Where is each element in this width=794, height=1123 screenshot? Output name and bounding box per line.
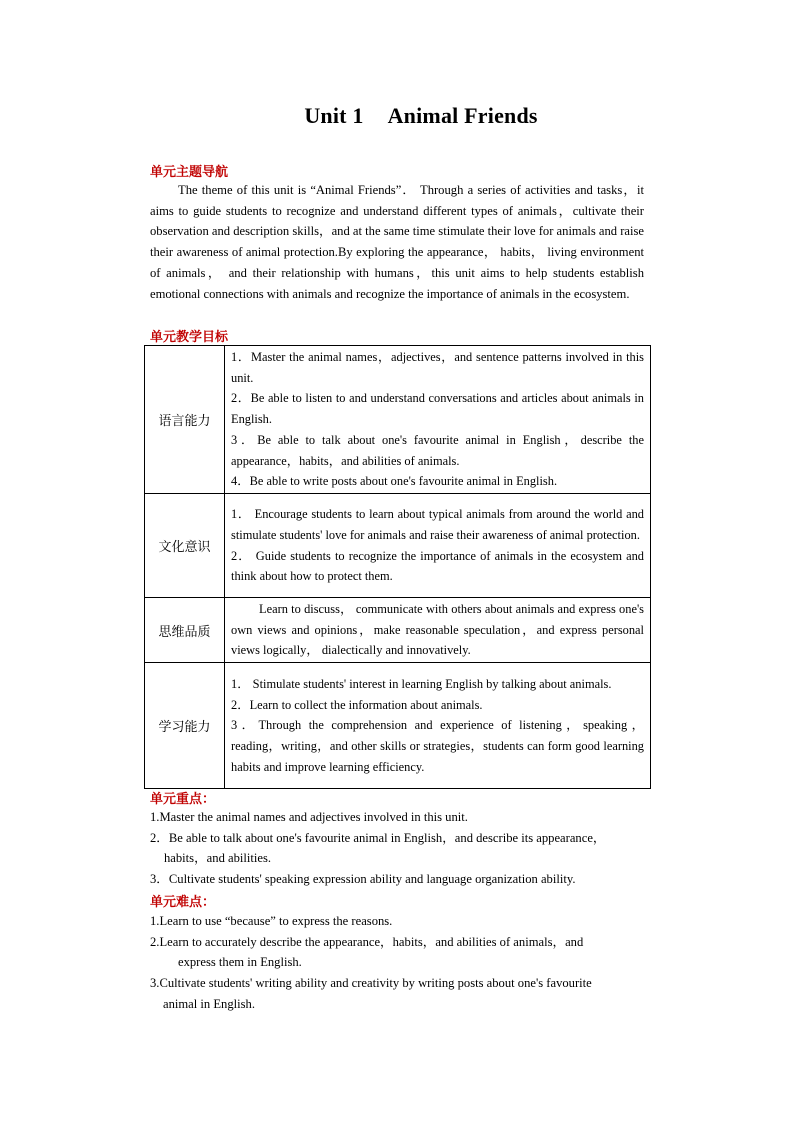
list-item-continuation: animal in English.	[163, 996, 255, 1011]
teaching-goals-heading: 单元教学目标	[150, 330, 229, 345]
list-item: 3.Cultivate students' writing ability and creativity by writing posts about one's favourite	[150, 976, 592, 991]
description-cell	[225, 346, 651, 494]
goal-item: 3．Through the comprehension and experience of listening，speaking，reading，writing，and other skills or strategies，students can form good learning habits and improve learning efficiency.	[231, 718, 644, 774]
goal-item: 1． Stimulate students' interest in learning English by talking about animals.	[231, 676, 612, 691]
category-cell: 语言能力	[145, 346, 225, 494]
goal-item: 2． Guide students to recognize the importance of animals in the ecosystem and think about how to protect them.	[231, 548, 644, 584]
table-row	[145, 598, 651, 663]
key-points-heading: 单元重点：	[150, 792, 216, 807]
goal-item: 2．Learn to collect the information about animals.	[231, 697, 483, 712]
teaching-goals-table	[144, 345, 651, 789]
table-row	[145, 494, 651, 598]
list-item: 3．Cultivate students' speaking expression ability and language organization ability.	[150, 872, 576, 887]
category-cell: 文化意识	[145, 494, 225, 598]
difficult-points-heading: 单元难点：	[150, 895, 216, 910]
list-item: 2.Learn to accurately describe the appearance，habits，and abilities of animals，and	[150, 934, 584, 949]
table-row	[145, 663, 651, 789]
category-cell: 思维品质	[145, 598, 225, 663]
page-title	[0, 103, 794, 129]
unit-number: Unit 1	[304, 103, 364, 128]
difficult-points-list	[150, 911, 592, 1015]
description-cell	[225, 494, 651, 598]
list-item-continuation: express them in English.	[178, 955, 302, 970]
goal-item: 4．Be able to write posts about one's favourite animal in English.	[231, 474, 558, 489]
list-item: 2．Be able to talk about one's favourite animal in English，and describe its appearance，	[150, 830, 606, 845]
description-cell	[225, 598, 651, 663]
theme-nav-heading: 单元主题导航	[150, 165, 229, 180]
goal-item: 3．Be able to talk about one's favourite animal in English，describe the appearance，habits，and abilities of animals.	[231, 432, 644, 468]
description-cell	[225, 663, 651, 789]
theme-nav-text: The theme of this unit is “Animal Friends”． Through a series of activities and tasks，it aims to guide students to recognize and understand different types of animals，cultivate their observation and description skills，and at the same time stimulate their love for animals and raise their awareness of animal protection.By exploring the appearance， habits， living environment of animals， and their relationship with humans，this unit aims to help students establish emotional connections with animals and recognize the importance of animals in the ecosystem.	[150, 183, 644, 301]
list-item: 1.Master the animal names and adjectives involved in this unit.	[150, 810, 468, 824]
goal-item: Learn to discuss， communicate with others about animals and express one's own views and opinions，make reasonable speculation，and express personal views logically， dialectically and innovatively.	[231, 602, 644, 658]
goal-item: 1．Master the animal names，adjectives，and sentence patterns involved in this unit.	[231, 350, 644, 385]
goal-item: 1． Encourage students to learn about typical animals from around the world and stimulate students' love for animals and raise their awareness of animal protection.	[231, 507, 644, 542]
key-points-list	[150, 807, 606, 890]
list-item-continuation: habits，and abilities.	[164, 851, 272, 866]
table-row	[145, 346, 651, 494]
goal-item: 2．Be able to listen to and understand conversations and articles about animals in English.	[231, 391, 644, 427]
list-item: 1.Learn to use “because” to express the reasons.	[150, 914, 393, 928]
theme-nav-paragraph	[150, 180, 644, 304]
category-cell: 学习能力	[145, 663, 225, 789]
unit-name: Animal Friends	[387, 103, 538, 128]
